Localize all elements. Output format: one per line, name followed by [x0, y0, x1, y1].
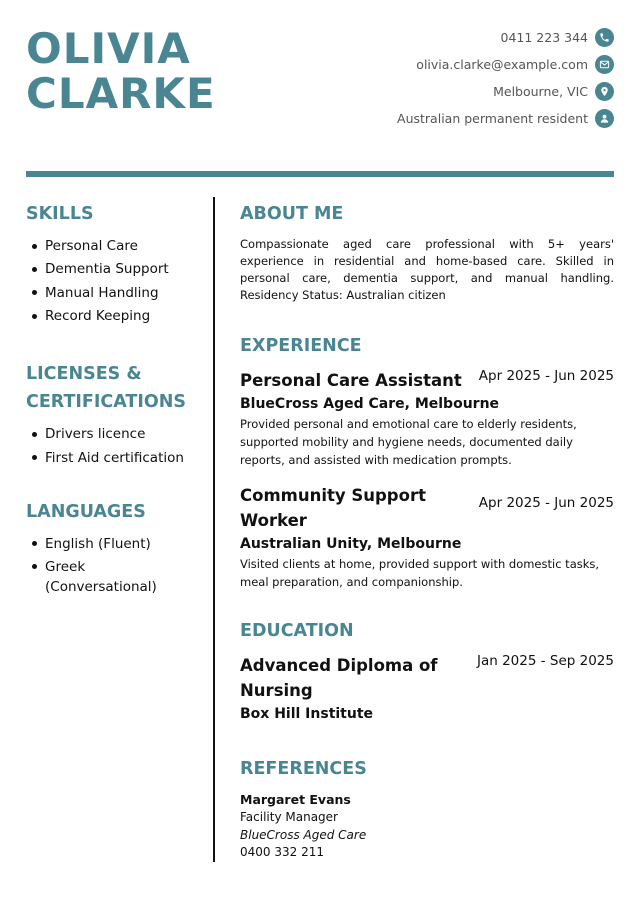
location-icon [595, 82, 614, 101]
job-title: Community Support Worker [240, 486, 426, 530]
skills-title: SKILLS [26, 204, 94, 224]
list-item: Record Keeping [26, 306, 198, 326]
header-divider [26, 171, 614, 177]
list-item: Greek (Conversational) [26, 557, 198, 597]
experience-entry [240, 368, 614, 469]
experience-title: EXPERIENCE [240, 336, 362, 356]
references-title: REFERENCES [240, 759, 367, 779]
skills-list [26, 236, 198, 326]
contact-location [397, 78, 614, 105]
skills-section [26, 200, 198, 326]
phone-text: 0411 223 344 [500, 30, 588, 45]
contact-email [397, 51, 614, 78]
about-section [240, 200, 614, 304]
education-title: EDUCATION [240, 621, 354, 641]
licenses-title: LICENSES & CERTIFICATIONS [26, 364, 187, 413]
languages-section [26, 498, 198, 597]
first-name: OLIVIA [26, 24, 191, 73]
candidate-name [26, 26, 216, 116]
job-dates: Apr 2025 - Jun 2025 [478, 495, 614, 511]
person-icon [595, 109, 614, 128]
languages-title: LANGUAGES [26, 501, 146, 522]
experience-section [240, 332, 614, 591]
email-icon [595, 55, 614, 74]
contact-residency [397, 105, 614, 132]
institution: Box Hill Institute [240, 706, 374, 722]
location-text: Melbourne, VIC [493, 84, 588, 99]
residency-text: Australian permanent resident [397, 111, 588, 126]
list-item: Personal Care [26, 236, 198, 256]
contact-block [397, 24, 614, 132]
list-item: Dementia Support [26, 259, 198, 279]
education-entry [240, 653, 614, 725]
employer: BlueCross Aged Care, Melbourne [240, 396, 500, 412]
licenses-section [26, 360, 198, 467]
about-title: ABOUT ME [240, 204, 344, 224]
employer: Australian Unity, Melbourne [240, 536, 462, 552]
job-description: Visited clients at home, provided support with domestic tasks, meal preparation, and companionship. [240, 557, 600, 589]
reference-name: Margaret Evans [240, 792, 351, 807]
languages-list [26, 534, 198, 597]
education-section [240, 617, 614, 725]
education-dates: Jan 2025 - Sep 2025 [476, 653, 614, 669]
reference-company: BlueCross Aged Care [240, 827, 367, 842]
phone-icon [595, 28, 614, 47]
job-dates: Apr 2025 - Jun 2025 [478, 368, 614, 384]
main-content [240, 200, 614, 862]
experience-entry [240, 483, 614, 591]
degree-title: Advanced Diploma of Nursing [240, 656, 438, 700]
email-text: olivia.clarke@example.com [416, 57, 588, 72]
last-name: CLARKE [26, 69, 216, 118]
contact-phone [397, 24, 614, 51]
column-divider [213, 197, 215, 862]
licenses-list [26, 424, 198, 467]
sidebar [26, 200, 198, 600]
references-section [240, 755, 614, 862]
job-description: Provided personal and emotional care to elderly residents, supported mobility and hygiene needs, documented daily reports, and assisted with medication prompts. [240, 417, 577, 467]
list-item: Drivers licence [26, 424, 198, 444]
about-text: Compassionate aged care professional with 5+ years' experience in residential and home-based care. Skilled in personal care, dementia support, and manual handling. Residency Status: Australian citizen [240, 237, 614, 302]
list-item: First Aid certification [26, 448, 198, 468]
job-title: Personal Care Assistant [240, 371, 462, 390]
reference-role: Facility Manager [240, 810, 338, 824]
list-item: English (Fluent) [26, 534, 198, 554]
reference-phone: 0400 332 211 [240, 845, 324, 859]
list-item: Manual Handling [26, 283, 198, 303]
